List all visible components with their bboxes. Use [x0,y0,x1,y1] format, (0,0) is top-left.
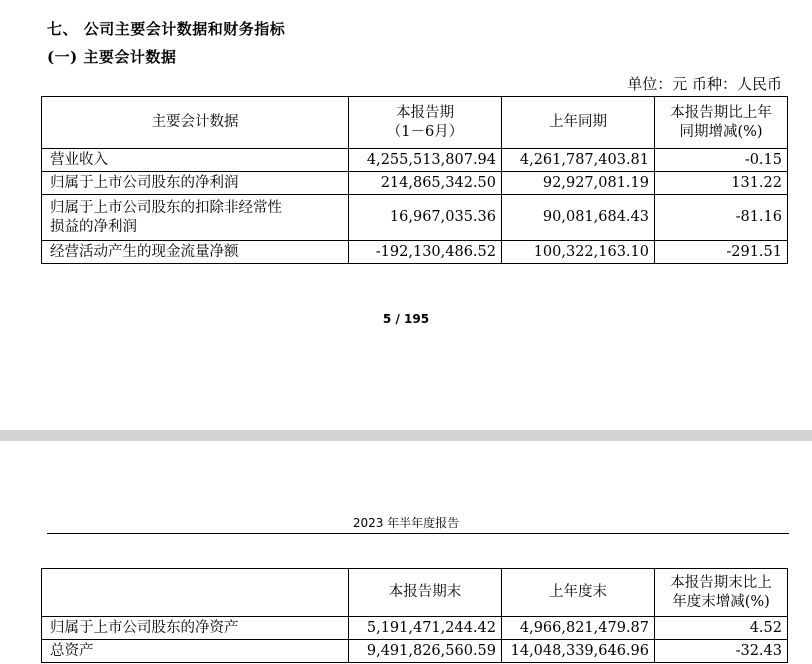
main-accounting-data-table [41,96,788,264]
section-title: 七、 公司主要会计数据和财务指标 [47,20,286,38]
header-current-period [349,97,502,149]
header-blank [42,569,349,617]
prior-value: 14,048,339,646.96 [502,640,655,663]
change-value: -81.16 [655,195,788,241]
change-value: -291.51 [655,241,788,264]
table-row [42,149,788,172]
header-main-data: 主要会计数据 [42,97,349,149]
row-label-line2: 损益的净利润 [50,218,137,235]
row-label: 经营活动产生的现金流量净额 [42,241,349,264]
current-value: 9,491,826,560.59 [349,640,502,663]
row-label: 归属于上市公司股东的净利润 [42,172,349,195]
header-period-end: 本报告期末 [349,569,502,617]
prior-value: 4,966,821,479.87 [502,617,655,640]
header-change-pct-line1: 本报告期末比上 [670,574,772,591]
table-row [42,617,788,640]
table-header-row [42,569,788,617]
current-value: 5,191,471,244.42 [349,617,502,640]
prior-value: 92,927,081.19 [502,172,655,195]
change-value: -32.43 [655,640,788,663]
table-row [42,241,788,264]
prior-value: 4,261,787,403.81 [502,149,655,172]
unit-currency-note: 单位：元 币种：人民币 [627,75,782,93]
header-change-pct-line2: 年度末增减(%) [672,593,770,610]
table-row [42,640,788,663]
prior-value: 90,081,684.43 [502,195,655,241]
running-header: 2023 年半年度报告 [352,516,460,530]
net-assets-table [41,568,788,663]
table-header-row [42,97,788,149]
page-separator [0,430,812,441]
header-change-pct-line2: 同期增减(%) [679,123,763,140]
row-label-line1: 归属于上市公司股东的扣除非经常性 [50,199,282,216]
header-current-period-line1: 本报告期 [396,104,454,121]
current-value: 16,967,035.36 [349,195,502,241]
change-value: 131.22 [655,172,788,195]
page-number: 5 / 195 [382,312,430,326]
prior-value: 100,322,163.10 [502,241,655,264]
header-prior-period: 上年同期 [502,97,655,149]
report-page-6 [0,441,812,664]
header-current-period-line2: （1－6月） [386,123,464,140]
header-rule [47,533,789,534]
row-label: 总资产 [42,640,349,663]
current-value: -192,130,486.52 [349,241,502,264]
header-prior-year-end: 上年度末 [502,569,655,617]
change-value: 4.52 [655,617,788,640]
current-value: 214,865,342.50 [349,172,502,195]
row-label: 营业收入 [42,149,349,172]
table-row [42,195,788,241]
table-row [42,172,788,195]
header-change-pct-line1: 本报告期比上年 [670,104,772,121]
subsection-title: (一) 主要会计数据 [47,48,177,66]
current-value: 4,255,513,807.94 [349,149,502,172]
header-change-pct [655,97,788,149]
row-label [42,195,349,241]
header-change-pct [655,569,788,617]
row-label: 归属于上市公司股东的净资产 [42,617,349,640]
change-value: -0.15 [655,149,788,172]
